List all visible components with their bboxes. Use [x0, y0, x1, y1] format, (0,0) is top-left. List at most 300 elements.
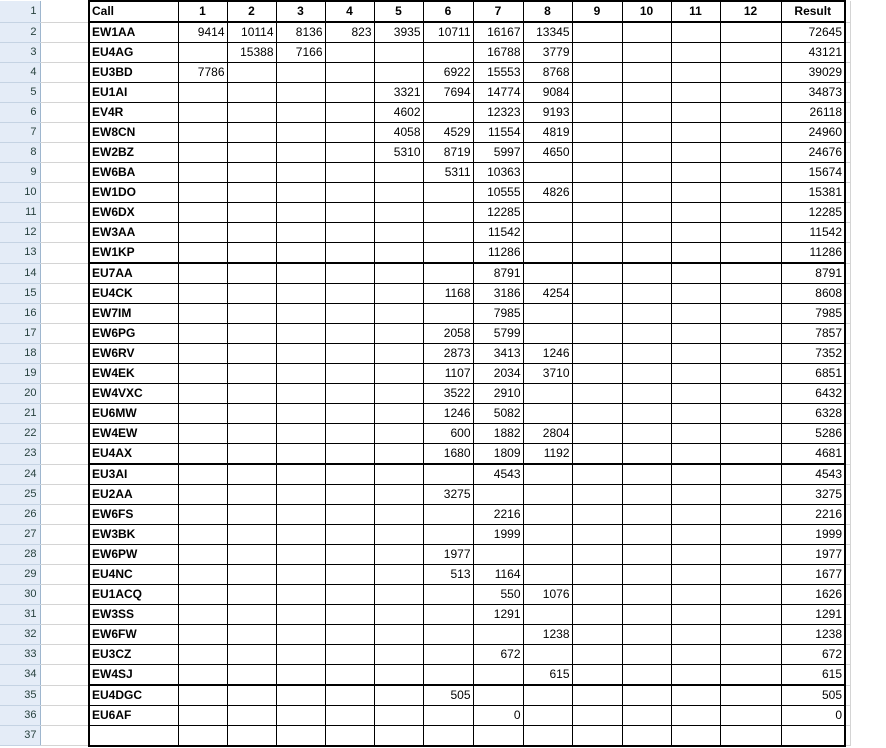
result-cell[interactable]: 43121 — [781, 43, 845, 63]
call-sign-cell[interactable]: EW3BK — [89, 525, 178, 545]
call-sign-cell[interactable]: EW3AA — [89, 223, 178, 243]
row-number[interactable]: 18 — [0, 344, 40, 364]
score-cell[interactable]: 1246 — [423, 404, 473, 424]
result-cell[interactable]: 1626 — [781, 585, 845, 605]
cell[interactable] — [40, 525, 89, 545]
score-cell[interactable] — [325, 83, 374, 103]
score-cell[interactable] — [325, 263, 374, 284]
score-cell[interactable] — [572, 203, 622, 223]
score-cell[interactable] — [572, 444, 622, 465]
score-cell[interactable] — [325, 203, 374, 223]
score-cell[interactable] — [227, 103, 276, 123]
score-cell[interactable] — [325, 444, 374, 465]
cell[interactable] — [40, 726, 89, 746]
cell[interactable] — [845, 43, 851, 63]
row-number[interactable]: 25 — [0, 485, 40, 505]
score-cell[interactable] — [523, 685, 572, 706]
cell[interactable] — [40, 464, 89, 485]
score-cell[interactable] — [325, 645, 374, 665]
score-cell[interactable] — [720, 565, 781, 585]
score-cell[interactable] — [276, 706, 325, 726]
score-cell[interactable] — [325, 364, 374, 384]
score-cell[interactable] — [325, 284, 374, 304]
score-cell[interactable]: 4058 — [374, 123, 423, 143]
score-cell[interactable] — [523, 404, 572, 424]
cell[interactable] — [40, 585, 89, 605]
score-cell[interactable] — [276, 83, 325, 103]
call-sign-cell[interactable]: EW6RV — [89, 344, 178, 364]
call-sign-cell[interactable]: EU6AF — [89, 706, 178, 726]
score-cell[interactable] — [227, 183, 276, 203]
call-sign-cell[interactable]: EV4R — [89, 103, 178, 123]
score-cell[interactable] — [325, 525, 374, 545]
score-cell[interactable] — [523, 384, 572, 404]
score-cell[interactable] — [523, 263, 572, 284]
call-sign-cell[interactable] — [89, 726, 178, 746]
score-cell[interactable] — [671, 223, 720, 243]
score-cell[interactable] — [572, 83, 622, 103]
score-cell[interactable] — [325, 103, 374, 123]
score-cell[interactable] — [227, 123, 276, 143]
score-cell[interactable] — [622, 203, 671, 223]
call-sign-cell[interactable]: EW1AA — [89, 22, 178, 43]
score-cell[interactable] — [671, 645, 720, 665]
score-cell[interactable] — [622, 344, 671, 364]
score-cell[interactable] — [374, 284, 423, 304]
call-sign-cell[interactable]: EU6MW — [89, 404, 178, 424]
score-cell[interactable] — [523, 163, 572, 183]
score-cell[interactable] — [227, 424, 276, 444]
result-cell[interactable]: 34873 — [781, 83, 845, 103]
score-cell[interactable] — [325, 505, 374, 525]
score-cell[interactable] — [227, 364, 276, 384]
score-cell[interactable] — [572, 565, 622, 585]
score-cell[interactable] — [276, 143, 325, 163]
score-cell[interactable] — [671, 485, 720, 505]
row-number[interactable]: 22 — [0, 424, 40, 444]
score-cell[interactable] — [671, 384, 720, 404]
score-cell[interactable] — [720, 665, 781, 686]
cell[interactable] — [40, 505, 89, 525]
cell[interactable] — [40, 123, 89, 143]
result-cell[interactable]: 15381 — [781, 183, 845, 203]
score-cell[interactable] — [227, 404, 276, 424]
score-cell[interactable]: 5082 — [473, 404, 523, 424]
score-cell[interactable] — [622, 665, 671, 686]
score-cell[interactable] — [671, 545, 720, 565]
score-cell[interactable]: 513 — [423, 565, 473, 585]
cell[interactable] — [40, 223, 89, 243]
cell[interactable] — [40, 706, 89, 726]
cell[interactable] — [40, 605, 89, 625]
score-cell[interactable] — [178, 565, 227, 585]
score-cell[interactable] — [374, 183, 423, 203]
score-cell[interactable] — [622, 645, 671, 665]
score-cell[interactable] — [720, 585, 781, 605]
score-cell[interactable] — [523, 203, 572, 223]
score-cell[interactable]: 5997 — [473, 143, 523, 163]
score-cell[interactable] — [423, 263, 473, 284]
score-cell[interactable] — [423, 43, 473, 63]
score-cell[interactable]: 14774 — [473, 83, 523, 103]
score-cell[interactable]: 9414 — [178, 22, 227, 43]
score-cell[interactable] — [178, 605, 227, 625]
score-cell[interactable] — [572, 183, 622, 203]
score-cell[interactable] — [671, 183, 720, 203]
score-cell[interactable] — [276, 263, 325, 284]
cell[interactable] — [40, 545, 89, 565]
score-cell[interactable] — [572, 505, 622, 525]
score-cell[interactable] — [572, 645, 622, 665]
score-cell[interactable] — [178, 344, 227, 364]
score-cell[interactable] — [671, 63, 720, 83]
score-cell[interactable] — [276, 605, 325, 625]
result-cell[interactable]: 72645 — [781, 22, 845, 43]
score-cell[interactable] — [178, 585, 227, 605]
score-cell[interactable] — [178, 485, 227, 505]
score-cell[interactable] — [720, 22, 781, 43]
score-cell[interactable] — [178, 324, 227, 344]
score-cell[interactable] — [572, 665, 622, 686]
score-cell[interactable] — [622, 263, 671, 284]
score-cell[interactable] — [423, 645, 473, 665]
row-number[interactable]: 33 — [0, 645, 40, 665]
row-number[interactable]: 13 — [0, 243, 40, 264]
score-cell[interactable] — [523, 485, 572, 505]
score-cell[interactable] — [572, 223, 622, 243]
cell[interactable] — [845, 565, 851, 585]
call-sign-cell[interactable]: EW7IM — [89, 304, 178, 324]
row-number[interactable]: 16 — [0, 304, 40, 324]
call-sign-cell[interactable]: EW6FW — [89, 625, 178, 645]
score-cell[interactable] — [423, 103, 473, 123]
cell[interactable] — [40, 243, 89, 264]
score-cell[interactable] — [720, 83, 781, 103]
score-cell[interactable] — [622, 625, 671, 645]
score-cell[interactable] — [622, 726, 671, 746]
score-cell[interactable]: 16788 — [473, 43, 523, 63]
cell[interactable] — [845, 605, 851, 625]
score-cell[interactable] — [572, 685, 622, 706]
cell[interactable] — [40, 384, 89, 404]
call-sign-cell[interactable]: EU4NC — [89, 565, 178, 585]
score-cell[interactable] — [720, 344, 781, 364]
row-number[interactable]: 7 — [0, 123, 40, 143]
score-cell[interactable] — [227, 83, 276, 103]
score-cell[interactable] — [178, 645, 227, 665]
header-round-2[interactable]: 2 — [227, 1, 276, 22]
score-cell[interactable] — [178, 203, 227, 223]
score-cell[interactable] — [325, 485, 374, 505]
cell[interactable] — [40, 304, 89, 324]
score-cell[interactable] — [671, 404, 720, 424]
cell[interactable] — [845, 505, 851, 525]
score-cell[interactable]: 3413 — [473, 344, 523, 364]
score-cell[interactable] — [374, 726, 423, 746]
score-cell[interactable] — [423, 183, 473, 203]
score-cell[interactable]: 10555 — [473, 183, 523, 203]
score-cell[interactable]: 7694 — [423, 83, 473, 103]
score-cell[interactable]: 10114 — [227, 22, 276, 43]
score-cell[interactable] — [178, 304, 227, 324]
score-cell[interactable] — [720, 223, 781, 243]
score-cell[interactable]: 672 — [473, 645, 523, 665]
score-cell[interactable] — [572, 43, 622, 63]
score-cell[interactable] — [227, 223, 276, 243]
result-cell[interactable]: 1238 — [781, 625, 845, 645]
score-cell[interactable] — [178, 103, 227, 123]
score-cell[interactable]: 3779 — [523, 43, 572, 63]
score-cell[interactable] — [276, 545, 325, 565]
score-cell[interactable] — [227, 685, 276, 706]
score-cell[interactable] — [423, 505, 473, 525]
row-number[interactable]: 14 — [0, 263, 40, 284]
header-round-10[interactable]: 10 — [622, 1, 671, 22]
score-cell[interactable] — [671, 43, 720, 63]
score-cell[interactable] — [720, 706, 781, 726]
row-number[interactable]: 20 — [0, 384, 40, 404]
score-cell[interactable] — [622, 163, 671, 183]
score-cell[interactable] — [622, 404, 671, 424]
score-cell[interactable] — [227, 384, 276, 404]
cell[interactable] — [40, 424, 89, 444]
score-cell[interactable] — [374, 424, 423, 444]
cell[interactable] — [40, 344, 89, 364]
call-sign-cell[interactable]: EU4DGC — [89, 685, 178, 706]
call-sign-cell[interactable]: EW6BA — [89, 163, 178, 183]
cell[interactable] — [40, 183, 89, 203]
score-cell[interactable] — [523, 525, 572, 545]
score-cell[interactable] — [325, 685, 374, 706]
call-sign-cell[interactable]: EW4EW — [89, 424, 178, 444]
row-number[interactable]: 28 — [0, 545, 40, 565]
score-cell[interactable]: 7786 — [178, 63, 227, 83]
score-cell[interactable] — [523, 243, 572, 264]
score-cell[interactable] — [473, 726, 523, 746]
score-cell[interactable] — [572, 163, 622, 183]
score-cell[interactable] — [622, 464, 671, 485]
score-cell[interactable]: 11554 — [473, 123, 523, 143]
score-cell[interactable] — [276, 384, 325, 404]
score-cell[interactable] — [622, 485, 671, 505]
score-cell[interactable] — [325, 605, 374, 625]
result-cell[interactable]: 12285 — [781, 203, 845, 223]
score-cell[interactable]: 5310 — [374, 143, 423, 163]
cell[interactable] — [845, 685, 851, 706]
score-cell[interactable] — [227, 344, 276, 364]
score-cell[interactable] — [572, 424, 622, 444]
score-cell[interactable] — [325, 163, 374, 183]
score-cell[interactable]: 8136 — [276, 22, 325, 43]
score-cell[interactable]: 505 — [423, 685, 473, 706]
call-sign-cell[interactable]: EW4SJ — [89, 665, 178, 686]
score-cell[interactable] — [720, 505, 781, 525]
score-cell[interactable] — [720, 163, 781, 183]
score-cell[interactable] — [671, 163, 720, 183]
cell[interactable] — [40, 163, 89, 183]
score-cell[interactable] — [227, 284, 276, 304]
header-call[interactable]: Call — [89, 1, 178, 22]
score-cell[interactable]: 3321 — [374, 83, 423, 103]
score-cell[interactable] — [572, 605, 622, 625]
score-cell[interactable] — [276, 464, 325, 485]
score-cell[interactable] — [720, 103, 781, 123]
result-cell[interactable]: 8608 — [781, 284, 845, 304]
score-cell[interactable] — [178, 43, 227, 63]
score-cell[interactable]: 9084 — [523, 83, 572, 103]
cell[interactable] — [845, 726, 851, 746]
score-cell[interactable] — [374, 344, 423, 364]
score-cell[interactable]: 1238 — [523, 625, 572, 645]
score-cell[interactable] — [178, 424, 227, 444]
score-cell[interactable] — [572, 464, 622, 485]
score-cell[interactable] — [523, 545, 572, 565]
score-cell[interactable]: 7166 — [276, 43, 325, 63]
cell[interactable] — [40, 22, 89, 43]
cell[interactable] — [845, 545, 851, 565]
score-cell[interactable] — [325, 63, 374, 83]
score-cell[interactable] — [671, 605, 720, 625]
score-cell[interactable] — [423, 665, 473, 686]
score-cell[interactable] — [622, 183, 671, 203]
score-cell[interactable] — [423, 304, 473, 324]
score-cell[interactable] — [622, 83, 671, 103]
score-cell[interactable]: 1168 — [423, 284, 473, 304]
score-cell[interactable] — [227, 505, 276, 525]
score-cell[interactable] — [374, 605, 423, 625]
score-cell[interactable] — [523, 505, 572, 525]
score-cell[interactable] — [671, 665, 720, 686]
score-cell[interactable] — [374, 404, 423, 424]
score-cell[interactable]: 1107 — [423, 364, 473, 384]
call-sign-cell[interactable]: EU2AA — [89, 485, 178, 505]
score-cell[interactable] — [720, 726, 781, 746]
cell[interactable] — [845, 83, 851, 103]
score-cell[interactable] — [374, 304, 423, 324]
cell[interactable] — [40, 485, 89, 505]
cell[interactable] — [845, 384, 851, 404]
score-cell[interactable] — [276, 183, 325, 203]
score-cell[interactable] — [227, 625, 276, 645]
score-cell[interactable] — [622, 525, 671, 545]
score-cell[interactable]: 1977 — [423, 545, 473, 565]
score-cell[interactable] — [227, 243, 276, 264]
score-cell[interactable]: 7985 — [473, 304, 523, 324]
score-cell[interactable] — [276, 665, 325, 686]
row-number[interactable]: 1 — [0, 1, 40, 22]
score-cell[interactable] — [423, 605, 473, 625]
call-sign-cell[interactable]: EW2BZ — [89, 143, 178, 163]
score-cell[interactable] — [720, 304, 781, 324]
row-number[interactable]: 27 — [0, 525, 40, 545]
call-sign-cell[interactable]: EW6FS — [89, 505, 178, 525]
score-cell[interactable] — [720, 444, 781, 465]
result-cell[interactable]: 7352 — [781, 344, 845, 364]
score-cell[interactable]: 2873 — [423, 344, 473, 364]
score-cell[interactable] — [572, 103, 622, 123]
score-cell[interactable] — [178, 284, 227, 304]
call-sign-cell[interactable]: EU3BD — [89, 63, 178, 83]
score-cell[interactable] — [374, 625, 423, 645]
row-number[interactable]: 12 — [0, 223, 40, 243]
cell[interactable] — [845, 183, 851, 203]
call-sign-cell[interactable]: EW4EK — [89, 364, 178, 384]
header-result[interactable]: Result — [781, 1, 845, 22]
result-cell[interactable]: 615 — [781, 665, 845, 686]
score-cell[interactable] — [374, 565, 423, 585]
score-cell[interactable] — [276, 565, 325, 585]
score-cell[interactable] — [622, 123, 671, 143]
cell[interactable] — [40, 83, 89, 103]
score-cell[interactable] — [720, 525, 781, 545]
cell[interactable] — [845, 22, 851, 43]
score-cell[interactable] — [325, 223, 374, 243]
score-cell[interactable] — [720, 464, 781, 485]
score-cell[interactable] — [227, 525, 276, 545]
cell[interactable] — [40, 1, 89, 22]
score-cell[interactable]: 3186 — [473, 284, 523, 304]
score-cell[interactable] — [374, 706, 423, 726]
score-cell[interactable] — [622, 22, 671, 43]
result-cell[interactable]: 26118 — [781, 103, 845, 123]
cell[interactable] — [845, 63, 851, 83]
score-cell[interactable] — [325, 706, 374, 726]
score-cell[interactable] — [720, 605, 781, 625]
score-cell[interactable] — [720, 645, 781, 665]
call-sign-cell[interactable]: EU3CZ — [89, 645, 178, 665]
score-cell[interactable] — [178, 464, 227, 485]
score-cell[interactable] — [325, 143, 374, 163]
cell[interactable] — [845, 163, 851, 183]
score-cell[interactable] — [325, 324, 374, 344]
score-cell[interactable] — [227, 645, 276, 665]
cell[interactable] — [845, 203, 851, 223]
result-cell[interactable]: 1677 — [781, 565, 845, 585]
score-cell[interactable] — [572, 706, 622, 726]
score-cell[interactable] — [325, 384, 374, 404]
score-cell[interactable] — [227, 324, 276, 344]
result-cell[interactable]: 24676 — [781, 143, 845, 163]
row-number[interactable]: 21 — [0, 404, 40, 424]
cell[interactable] — [845, 364, 851, 384]
score-cell[interactable] — [622, 143, 671, 163]
score-cell[interactable] — [720, 485, 781, 505]
score-cell[interactable] — [720, 263, 781, 284]
score-cell[interactable] — [423, 223, 473, 243]
score-cell[interactable] — [178, 123, 227, 143]
call-sign-cell[interactable]: EU4AX — [89, 444, 178, 465]
score-cell[interactable] — [276, 103, 325, 123]
score-cell[interactable] — [178, 505, 227, 525]
result-cell[interactable]: 4543 — [781, 464, 845, 485]
score-cell[interactable] — [374, 525, 423, 545]
score-cell[interactable]: 5799 — [473, 324, 523, 344]
score-cell[interactable] — [423, 706, 473, 726]
cell[interactable] — [845, 404, 851, 424]
row-number[interactable]: 9 — [0, 163, 40, 183]
cell[interactable] — [40, 63, 89, 83]
cell[interactable] — [845, 223, 851, 243]
row-number[interactable]: 23 — [0, 444, 40, 465]
score-cell[interactable] — [227, 263, 276, 284]
score-cell[interactable] — [720, 424, 781, 444]
cell[interactable] — [845, 585, 851, 605]
score-cell[interactable]: 8768 — [523, 63, 572, 83]
score-cell[interactable] — [276, 525, 325, 545]
score-cell[interactable] — [374, 464, 423, 485]
call-sign-cell[interactable]: EW6PG — [89, 324, 178, 344]
cell[interactable] — [40, 404, 89, 424]
